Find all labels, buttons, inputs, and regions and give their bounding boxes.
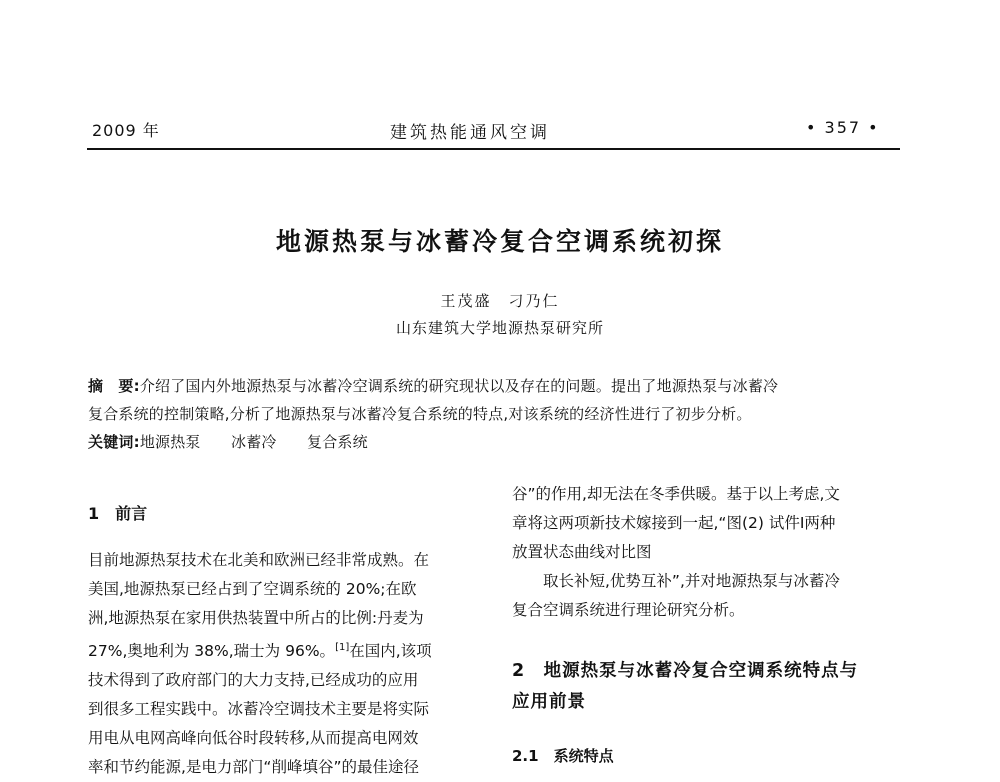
body-line: 技术得到了政府部门的大力支持,已经成功的应用 <box>88 671 419 689</box>
keywords-text: 地源热泵 冰蓄冷 复合系统 <box>139 433 368 451</box>
paper-title: 地源热泵与冰蓄冷复合空调系统初探 <box>275 227 724 256</box>
abstract <box>88 375 778 396</box>
body-line: 目前地源热泵技术在北美和欧洲已经非常成熟。在 <box>88 551 430 569</box>
running-header-page-number: • 357 • <box>806 118 880 137</box>
body-line: 美国,地源热泵已经占到了空调系统的 20%;在欧 <box>88 580 417 598</box>
subsection-2-1-heading: 2.1 系统特点 <box>512 747 614 765</box>
abstract-line-1: 介绍了国内外地源热泵与冰蓄冷空调系统的研究现状以及存在的问题。提出了地源热泵与冰蓄冷 <box>139 377 779 395</box>
running-header-year: 2009 年 <box>92 121 160 140</box>
body-line: 到很多工程实践中。冰蓄冷空调技术主要是将实际 <box>88 700 430 718</box>
body-line <box>88 633 432 666</box>
affiliation: 山东建筑大学地源热泵研究所 <box>395 319 604 337</box>
body-line: 放置状态曲线对比图 <box>512 543 652 561</box>
running-header-journal: 建筑热能通风空调 <box>390 123 550 143</box>
body-line: 章将这两项新技术嫁接到一起,“图(2) 试件Ⅰ两种 <box>512 514 836 532</box>
body-line: 率和节约能源,是电力部门“削峰填谷”的最佳途径 <box>88 758 419 776</box>
body-line-tail: 在国内,该项 <box>349 642 432 660</box>
abstract-label: 摘 要: <box>88 377 140 395</box>
body-line: 用电从电网高峰向低谷时段转移,从而提高电网效 <box>88 729 419 747</box>
section-2-heading-line-1: 2 地源热泵与冰蓄冷复合空调系统特点与 <box>512 661 859 681</box>
body-line-text: 27%,奥地利为 38%,瑞士为 96%。 <box>88 642 336 660</box>
body-line: 复合空调系统进行理论研究分析。 <box>512 601 745 619</box>
authors: 王茂盛 刁乃仁 <box>440 292 560 310</box>
section-1-heading: 1 前言 <box>88 504 148 523</box>
body-line: 谷”的作用,却无法在冬季供暖。基于以上考虑,文 <box>512 485 840 503</box>
right-column <box>512 480 840 625</box>
keywords <box>88 431 368 452</box>
section-2-heading <box>512 656 858 718</box>
body-line: 取长补短,优势互补”,并对地源热泵与冰蓄冷 <box>543 572 840 590</box>
keywords-label: 关键词: <box>88 433 140 451</box>
header-rule <box>87 148 900 150</box>
abstract-line-2: 复合系统的控制策略,分析了地源热泵与冰蓄冷复合系统的特点,对该系统的经济性进行了初步分析。 <box>88 405 752 423</box>
citation-ref: [1] <box>335 642 350 653</box>
body-line: 洲,地源热泵在家用供热装置中所占的比例:丹麦为 <box>88 609 424 627</box>
section-2-heading-line-2: 应用前景 <box>512 692 586 712</box>
left-column <box>88 546 432 782</box>
